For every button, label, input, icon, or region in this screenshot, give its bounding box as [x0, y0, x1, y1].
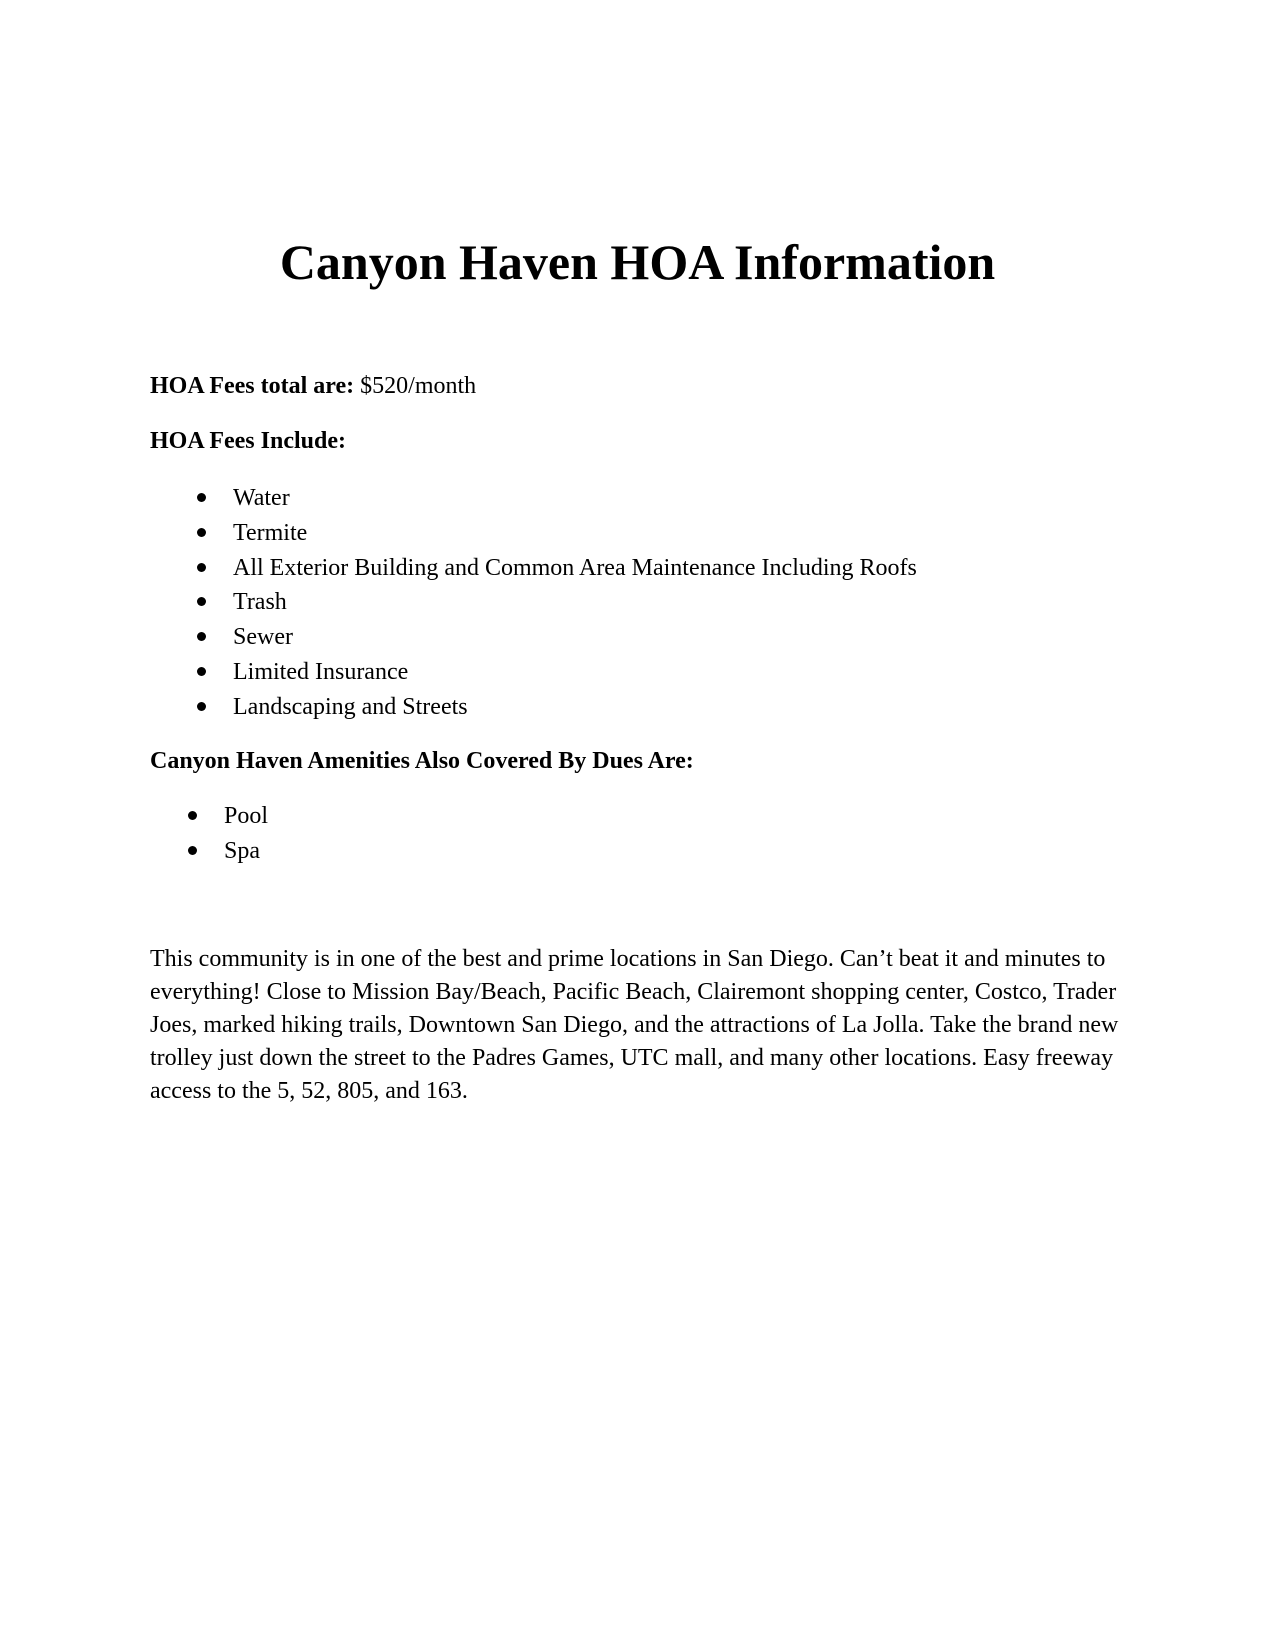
community-description: This community is in one of the best and prime locations in San Diego. Can’t beat it and minutes to everything! Close to Mission Bay/Beach, Pacific Beach, Clairemont shopping center, Costco, Trader Joes, marked hiking trails, Downtown San Diego, and the attractions of La Jolla. Take the brand new trolley just down the street to the Padres Games, UTC mall, and many other locations. Easy freeway access to the 5, 52, 805, and 163.	[150, 946, 1119, 1104]
bullet-icon	[197, 667, 206, 676]
bullet-icon	[197, 493, 206, 502]
list-item-text: All Exterior Building and Common Area Maintenance Including Roofs	[233, 554, 917, 581]
list-item	[233, 622, 917, 657]
list-item-text: Pool	[224, 803, 269, 829]
list-item-text: Termite	[233, 519, 308, 546]
bullet-icon	[188, 811, 197, 820]
hoa-fees-total-label: HOA Fees total are:	[150, 373, 355, 399]
bullet-icon	[197, 563, 206, 572]
list-item-text: Spa	[224, 837, 260, 864]
bullet-icon	[197, 632, 206, 641]
bullet-icon	[188, 846, 197, 855]
list-item	[233, 483, 917, 518]
fees-include-heading: HOA Fees Include:	[150, 428, 346, 454]
list-item	[224, 801, 268, 836]
list-item	[233, 553, 917, 588]
amenities-heading: Canyon Haven Amenities Also Covered By Dues Are:	[150, 748, 694, 774]
page-title: Canyon Haven HOA Information	[279, 234, 996, 290]
fees-include-list	[233, 483, 917, 727]
list-item	[233, 657, 917, 692]
bullet-icon	[197, 702, 206, 711]
amenities-list	[224, 801, 268, 871]
list-item	[224, 836, 268, 871]
list-item	[233, 587, 917, 622]
list-item-text: Limited Insurance	[233, 658, 409, 685]
list-item	[233, 518, 917, 553]
hoa-fees-total-value: $520/month	[360, 373, 477, 399]
bullet-icon	[197, 597, 206, 606]
bullet-icon	[197, 528, 206, 537]
list-item-text: Water	[233, 485, 290, 511]
list-item-text: Trash	[233, 589, 287, 616]
list-item	[233, 692, 917, 727]
hoa-fees-total	[150, 371, 476, 401]
list-item-text: Landscaping and Streets	[233, 693, 468, 720]
list-item-text: Sewer	[233, 624, 293, 651]
